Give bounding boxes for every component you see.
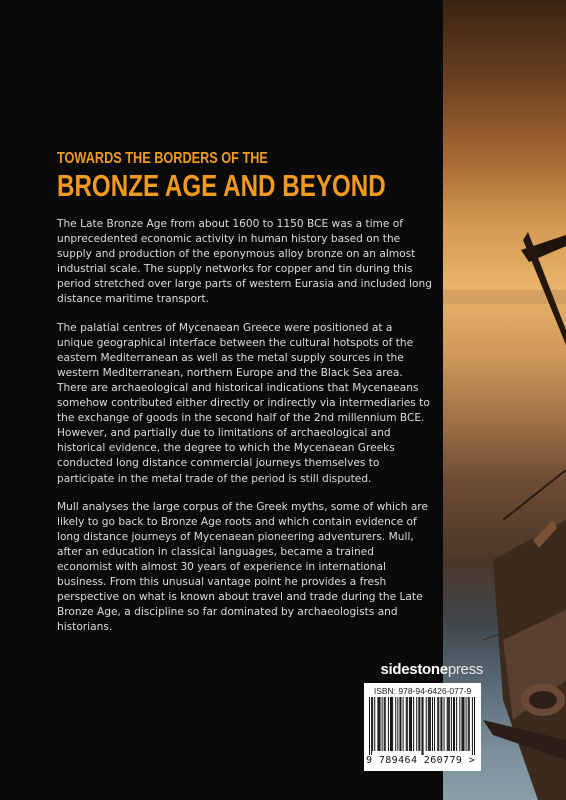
barcode-bar <box>449 697 450 751</box>
barcode-bar <box>399 697 400 751</box>
barcode-bar <box>426 697 427 751</box>
heading-line-1: TOWARDS THE BORDERS OF THE <box>57 150 268 167</box>
barcode-bar <box>434 697 435 751</box>
barcode-bar <box>418 697 419 751</box>
barcode-bar <box>390 697 391 751</box>
barcode-bar <box>382 697 383 751</box>
cover-photo-strip <box>443 0 566 800</box>
barcode-bar <box>459 697 460 751</box>
isbn-label: ISBN: 978-94-6426-077-9 <box>373 686 472 696</box>
barcode-bar <box>448 697 449 751</box>
barcode-bar <box>403 697 404 751</box>
barcode-bar <box>440 697 441 751</box>
barcode-bar <box>371 697 372 755</box>
back-cover-heading <box>57 150 437 203</box>
publisher-logo <box>363 661 483 678</box>
barcode-bar <box>419 697 420 751</box>
barcode-digits: 9 789464 260779 > <box>366 755 476 766</box>
barcode-bar <box>469 697 470 751</box>
barcode-bar <box>369 697 370 755</box>
barcode-bar <box>454 697 455 751</box>
blurb-paragraph-2: The palatial centres of Mycenaean Greece were positioned at a unique geographical interface between the cultural hotspots of the eastern Mediterranean as well as the metal supply sources in the western Mediterranean, northern Europe and the Black Sea area. There are archaeological and historical indications that Mycenaeans somehow contributed either directly or indirectly via intermediaries to the exchange of goods in the second half of the 2nd millennium BCE. However, and partially due to limitations of archaeological and historical evidence, the degree to which the Mycenaean Greeks conducted long distance commercial journeys themselves to participate in the metal trade of the period is still disputed. <box>57 321 430 485</box>
heading-line-2: BRONZE AGE AND BEYOND <box>57 168 386 203</box>
barcode-bar <box>472 697 473 755</box>
barcode-bar <box>444 697 445 751</box>
barcode-bars <box>369 697 476 755</box>
barcode-bar <box>441 697 442 751</box>
barcode-bar <box>429 697 430 751</box>
boat-silhouette-image <box>443 0 566 800</box>
barcode-bar <box>409 697 410 751</box>
barcode-bar <box>461 697 462 751</box>
barcode-bar <box>392 697 393 751</box>
barcode-bar <box>462 697 463 751</box>
publisher-name-light: press <box>447 661 483 678</box>
barcode-bar <box>410 697 411 751</box>
isbn-barcode <box>364 683 481 771</box>
barcode-bar <box>406 697 407 751</box>
blurb-text <box>57 217 432 648</box>
barcode-bar <box>422 697 423 755</box>
barcode-bar <box>423 697 424 755</box>
barcode-bar <box>397 697 398 751</box>
barcode-bar <box>437 697 438 751</box>
barcode-bar <box>380 697 381 751</box>
barcode-bar <box>474 697 475 755</box>
blurb-paragraph-3: Mull analyses the large corpus of the Greek myths, some of which are likely to go back to Bronze Age roots and which contain evidence of long distance journeys of Mycenaean pioneering adventurers. Mull, after an education in classical languages, became a trained economist with almost 30 years of experience in international business. From this unusual vantage point he provides a fresh perspective on what is known about travel and trade during the Late Bronze Age, a discipline so far dominated by archaeologists and historians. <box>57 500 428 634</box>
barcode-bar <box>407 697 408 751</box>
barcode-bar <box>447 697 448 751</box>
barcode-bar <box>451 697 452 751</box>
barcode-bar <box>372 697 373 751</box>
barcode-bar <box>413 697 414 751</box>
barcode-bar <box>456 697 457 751</box>
barcode-bar <box>464 697 465 751</box>
barcode-bar <box>432 697 433 751</box>
barcode-bar <box>428 697 429 751</box>
barcode-bar <box>388 697 389 751</box>
barcode-bar <box>466 697 467 751</box>
barcode-bar <box>395 697 396 751</box>
barcode-bar <box>384 697 385 751</box>
barcode-bar <box>430 697 431 751</box>
barcode-bar <box>377 697 378 751</box>
barcode-bar <box>378 697 379 751</box>
blurb-paragraph-1: The Late Bronze Age from about 1600 to 1150 BCE was a time of unprecedented economic activity in human history based on the supply and production of the eponymous alloy bronze on an almost industrial scale. The supply networks for copper and tin during this period stretched over large parts of western Eurasia and included long distance maritime transport. <box>57 218 432 306</box>
barcode-bar <box>385 697 386 751</box>
barcode-bar <box>374 697 375 751</box>
publisher-name-bold: sidestone <box>380 661 448 678</box>
barcode-bar <box>453 697 454 751</box>
barcode-bar <box>401 697 402 751</box>
barcode-bar <box>411 697 412 751</box>
barcode-bar <box>391 697 392 751</box>
barcode-bar <box>438 697 439 751</box>
barcode-bar <box>416 697 417 751</box>
barcode-bar <box>468 697 469 751</box>
